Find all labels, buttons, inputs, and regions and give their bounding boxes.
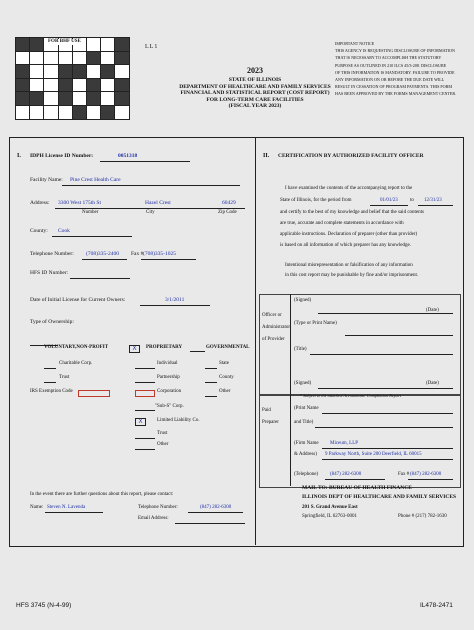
grid-cell (16, 65, 30, 79)
proprietary-item: "Sub-S" Corp. (155, 404, 184, 409)
grid-cell (86, 65, 100, 79)
license-label: IDPH License ID Number: (30, 153, 94, 159)
certification-title: CERTIFICATION BY AUTHORIZED FACILITY OFFICER (278, 153, 424, 159)
preparer-title-line (315, 427, 453, 428)
county-line (52, 236, 132, 237)
email-line (175, 523, 245, 524)
county-value[interactable]: Cook (58, 228, 70, 234)
period-from-line (370, 205, 408, 206)
grid-cell (86, 105, 100, 119)
checkbox-line (135, 449, 155, 450)
grid-cell (72, 105, 86, 119)
cert-para-line: State of Illinois, for the period from (280, 198, 352, 203)
checkbox-line (135, 438, 155, 439)
address-sub-city: City (146, 210, 155, 215)
grid-cell (101, 51, 115, 65)
title-line: FOR LONG-TERM CARE FACILITIES (206, 96, 304, 103)
contact-name-line (45, 512, 103, 513)
license-value[interactable]: 0051318 (118, 153, 138, 159)
title-line: STATE OF ILLINOIS (228, 77, 282, 83)
grid-cell (44, 51, 58, 65)
grid-cell (16, 92, 30, 106)
facility-value[interactable]: Pine Crest Health Care (70, 177, 121, 183)
grid-cell (86, 51, 100, 65)
grid-cell (30, 92, 44, 106)
grid-cell (101, 38, 115, 52)
col-nonprofit: VOLUNTARY,NON-PROFIT (44, 345, 109, 350)
email-label: Email Address: (138, 516, 169, 521)
proprietary-item: Individual (157, 361, 178, 366)
grid-cell (115, 38, 129, 52)
officer-print-line (345, 335, 453, 336)
contact-name-value[interactable]: Steven N. Lavenda (47, 505, 86, 510)
mail-phone: Phone # (217) 782-1630 (398, 514, 447, 519)
officer-box-divider (290, 294, 291, 394)
cert-para-line: are true, accurate and complete statements in accordance with (280, 221, 404, 226)
grid-cell (115, 65, 129, 79)
address-line (55, 208, 245, 209)
grid-cell (58, 92, 72, 106)
mail-line: ILLINOIS DEPT OF HEALTHCARE AND FAMILY SERVICES (302, 494, 457, 500)
hfs-label: HFS ID Number: (30, 270, 69, 276)
preparer-label (262, 405, 279, 429)
grid-cell (58, 51, 72, 65)
cert-para-line: and certify to the best of my knowledge and belief that the said contents (280, 210, 424, 215)
form-id: IL478-2471 (420, 602, 453, 609)
preparer-title-label: and Title) (294, 420, 314, 425)
mail-line: 201 S. Grand Avenue East (302, 505, 358, 510)
firm-address-line (322, 459, 453, 460)
grid-cell (44, 78, 58, 92)
grid-cell (30, 65, 44, 79)
address-street[interactable]: 3300 West 175th St (58, 200, 102, 206)
notice-line: THIS AGENCY IS REQUESTING DISCLOSURE OF INFORMATION (335, 48, 455, 54)
governmental-check-line (190, 351, 205, 352)
checkbox-line (135, 382, 155, 383)
officer-title-label: (Title) (294, 347, 307, 352)
grid-cell (101, 92, 115, 106)
notice-line: ANY INFORMATION ON OR BEFORE THE DUE DATE WILL (335, 77, 445, 83)
county-label: County: (30, 228, 48, 234)
preparer-label-line: Preparer (262, 420, 279, 425)
preparer-print-label: (Print Name (294, 406, 319, 411)
grid-cell (72, 65, 86, 79)
grid-cell (16, 105, 30, 119)
initial-license-label: Date of Initial License for Current Owners: (30, 297, 126, 303)
contact-phone-value[interactable]: (847) 282-6300 (200, 505, 232, 510)
bhf-use-grid (15, 37, 130, 120)
section-2-heading: II. (263, 153, 270, 159)
grid-cell (72, 78, 86, 92)
grid-cell (16, 51, 30, 65)
grid-cell (30, 78, 44, 92)
governmental-item: County (219, 375, 234, 380)
address-sub-zip: Zip Code (218, 210, 237, 215)
preparer-print-line (322, 413, 453, 414)
preparer-signed-line (318, 388, 453, 389)
fax-line (141, 259, 196, 260)
title-line: (FISCAL YEAR 2023) (228, 103, 282, 109)
grid-cell (58, 65, 72, 79)
for-bhf-use-label: FOR BHF USE (48, 39, 81, 44)
proprietary-item: Corporation (157, 389, 182, 394)
grid-cell (101, 65, 115, 79)
preparer-phone-line (325, 479, 385, 480)
officer-label (262, 310, 290, 346)
officer-label-line: Officer or (262, 313, 282, 318)
notice-line: RESULT IN CESSATION OF PROGRAM PAYMENTS. THIS FORM (335, 84, 453, 90)
proprietary-item: Partnership (157, 375, 180, 380)
officer-signed-label: (Signed) (294, 298, 312, 303)
address-sub-number: Number (82, 210, 99, 215)
checkbox-line (135, 410, 155, 411)
fax-value[interactable]: (708)335-1025 (143, 251, 176, 257)
firm-address-label: & Address) (294, 452, 317, 457)
officer-label-line: of Provider (262, 337, 285, 342)
grid-cell (16, 78, 30, 92)
grid-cell (101, 105, 115, 119)
preparer-label-line: Paid (262, 408, 271, 413)
grid-cell (44, 92, 58, 106)
important-notice (335, 40, 456, 98)
preparer-phone-value[interactable]: (847) 282-6300 (330, 472, 362, 477)
grid-cell (115, 105, 129, 119)
checkbox-line (44, 368, 56, 369)
proprietary-checkbox[interactable]: X (129, 345, 140, 353)
preparer-box-divider (290, 394, 291, 486)
grid-cell (44, 105, 58, 119)
notice-line: IMPORTANT NOTICE (335, 41, 375, 46)
nonprofit-item: Charitable Corp. (59, 361, 93, 366)
grid-cell (86, 78, 100, 92)
contact-phone-label: Telephone Number: (138, 505, 178, 510)
grid-cell (30, 105, 44, 119)
form-number: HFS 3745 (N-4-99) (16, 602, 72, 609)
phone-value[interactable]: (708)335-2400 (86, 251, 119, 257)
grid-cell (101, 78, 115, 92)
checkbox-line (205, 368, 217, 369)
period-to-label: to (410, 198, 414, 203)
firm-line (322, 448, 453, 449)
cert-para-line: applicable instructions. Declaration of preparer (other than provider) (280, 232, 418, 237)
report-year: 2023 (247, 66, 263, 75)
officer-label-line: Administrator (262, 325, 291, 330)
title-line: DEPARTMENT OF HEALTHCARE AND FAMILY SERVICES (179, 83, 331, 90)
grid-cell (86, 38, 100, 52)
officer-date-label: (Date) (426, 308, 439, 313)
nonprofit-item: IRS Exemption Code (30, 389, 73, 394)
section-1-heading: I. (17, 153, 21, 159)
proprietary-item: Trust (157, 431, 168, 436)
mail-line: MAIL TO: BUREAU OF HEALTH FINANCE (302, 485, 412, 491)
preparer-date-label: (Date) (426, 381, 439, 386)
address-label: Address: (30, 200, 50, 206)
phone-line (82, 259, 127, 260)
preparer-signed-label: (Signed) (294, 381, 312, 386)
period-to-line (418, 205, 453, 206)
grid-cell (72, 51, 86, 65)
preparer-phone-label: (Telephone) (294, 472, 319, 477)
corporation-check[interactable] (135, 390, 155, 397)
col-proprietary: PROPRIETARY (146, 345, 183, 350)
address-zip[interactable]: 60429 (222, 200, 236, 206)
contact-phone-line (188, 512, 243, 513)
proprietary-item: Limited Liability Co. (157, 418, 200, 423)
initial-license-value[interactable]: 3/1/2011 (165, 297, 185, 303)
firm-address-value[interactable]: 9 Parkway North, Suite 200 Deerfield, IL 60015 (325, 452, 422, 457)
proprietary-item: Other (157, 442, 169, 447)
grid-cell (115, 92, 129, 106)
irs-code-field[interactable] (78, 390, 110, 397)
address-city[interactable]: Hazel Crest (145, 200, 171, 206)
contact-name-label: Name: (30, 505, 44, 510)
grid-cell (72, 92, 86, 106)
governmental-item: Other (219, 389, 231, 394)
warning-line: Intentional misrepresentation or falsification of any information (285, 263, 413, 268)
preparer-fax-value[interactable]: (847) 282-6300 (410, 472, 442, 477)
initial-license-line (140, 305, 210, 306)
grid-cell (30, 38, 44, 52)
checkbox-line (205, 396, 217, 397)
notice-line: THAT IS NECESSARY TO ACCOMPLISH THE STATUTORY (335, 55, 442, 61)
preparer-fax-line (408, 479, 453, 480)
preparer-fax-label: Fax # (398, 472, 410, 477)
mail-line: Springfield, IL 62763-0001 (302, 514, 357, 519)
notice-line: HAS BEEN APPROVED BY THE FORMS MANAGEMENT CENTER. (335, 91, 457, 97)
facility-line (62, 185, 240, 186)
officer-print-label: (Type or Print Name) (294, 321, 337, 326)
firm-value[interactable]: Miceum, LLP (330, 441, 359, 446)
notice-line: OF THIS INFORMATION IS MANDATORY. FAILURE TO PROVIDE (335, 69, 455, 75)
llc-checkbox[interactable]: X (135, 418, 146, 426)
grid-cell (115, 51, 129, 65)
section-divider (255, 137, 256, 545)
grid-cell (30, 51, 44, 65)
nonprofit-item: Trust (59, 375, 70, 380)
officer-title-line (310, 354, 453, 355)
col-governmental: GOVERNMENTAL (206, 345, 250, 350)
license-line (100, 161, 190, 162)
grid-cell (58, 78, 72, 92)
grid-cell (16, 38, 30, 52)
fax-label: Fax # (131, 251, 144, 257)
period-from[interactable]: 01/01/23 (380, 198, 398, 203)
phone-label: Telephone Number: (30, 251, 74, 257)
period-to[interactable]: 12/31/23 (424, 198, 442, 203)
grid-cell (44, 65, 58, 79)
firm-label: (Firm Name (294, 441, 319, 446)
ownership-label: Type of Ownership: (30, 319, 74, 325)
grid-cell (86, 92, 100, 106)
warning-line: in this cost report may be punishable by fine and/or imprisonment. (285, 273, 419, 278)
cert-para-line: I have examined the contents of the accompanying report to the (285, 186, 413, 191)
hfs-line (70, 278, 130, 279)
title-line: FINANCIAL AND STATISTICAL REPORT (COST REPORT) (180, 90, 330, 96)
grid-cell (115, 78, 129, 92)
grid-cell (58, 105, 72, 119)
checkbox-line (44, 382, 56, 383)
form-code: LL1 (145, 44, 159, 50)
checkbox-line (135, 368, 155, 369)
accountant-note: * Subject to the attached Accountants' Compilation Report (300, 393, 401, 398)
cert-para-line: is based on all information of which preparer has any knowledge. (280, 243, 411, 248)
contact-intro: In the event there are further questions about this report, please contact: (30, 492, 174, 497)
notice-line: PURPOSE AS OUTLINED IN 210 ILCS 45/3-208. DISCLOSURE (335, 62, 447, 68)
checkbox-line (205, 382, 217, 383)
governmental-item: State (219, 361, 229, 366)
facility-label: Facility Name: (30, 177, 63, 183)
report-title (165, 77, 345, 110)
